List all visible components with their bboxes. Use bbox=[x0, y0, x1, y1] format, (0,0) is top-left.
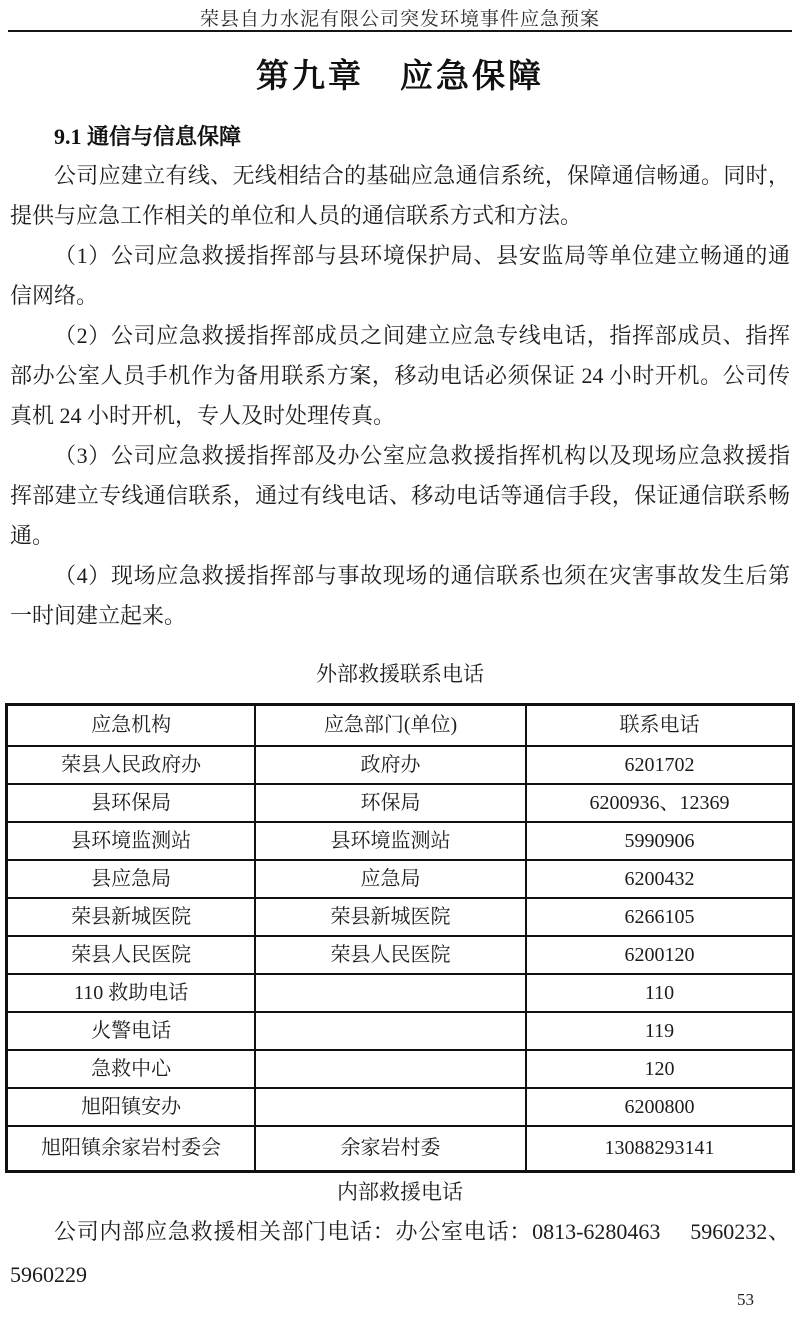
phone-cell: 6201702 bbox=[526, 746, 794, 784]
phone-cell: 120 bbox=[526, 1050, 794, 1088]
header-divider bbox=[8, 30, 792, 32]
page-header-title: 荣县自力水泥有限公司突发环境事件应急预案 bbox=[199, 9, 600, 30]
org-cell: 县环保局 bbox=[7, 784, 256, 822]
table-row bbox=[7, 860, 794, 898]
section-body bbox=[10, 156, 790, 636]
chapter-title: 第九章 应急保障 bbox=[256, 59, 544, 95]
dept-cell: 荣县新城医院 bbox=[255, 898, 526, 936]
org-cell: 火警电话 bbox=[7, 1012, 256, 1050]
phone-cell: 110 bbox=[526, 974, 794, 1012]
paragraph: （4）现场应急救援指挥部与事故现场的通信联系也须在灾害事故发生后第一时间建立起来。 bbox=[10, 563, 790, 628]
dept-cell bbox=[255, 1050, 526, 1088]
section-heading: 9.1 通信与信息保障 bbox=[54, 124, 242, 149]
dept-cell bbox=[255, 1088, 526, 1126]
table-row bbox=[7, 936, 794, 974]
paragraph: （2）公司应急救援指挥部成员之间建立应急专线电话，指挥部成员、指挥部办公室人员手机作为备用联系方案，移动电话必须保证 24 小时开机。公司传真机 24 小时开机，专人及时处理传真。 bbox=[10, 323, 790, 428]
header-org: 应急机构 bbox=[7, 705, 256, 746]
phone-cell: 13088293141 bbox=[526, 1126, 794, 1172]
org-cell: 县应急局 bbox=[7, 860, 256, 898]
table-row bbox=[7, 974, 794, 1012]
phone-cell: 6266105 bbox=[526, 898, 794, 936]
table-row bbox=[7, 784, 794, 822]
org-cell: 荣县新城医院 bbox=[7, 898, 256, 936]
header-phone: 联系电话 bbox=[526, 705, 794, 746]
page-number: 53 bbox=[737, 1290, 754, 1309]
dept-cell: 环保局 bbox=[255, 784, 526, 822]
org-cell: 110 救助电话 bbox=[7, 974, 256, 1012]
header-dept: 应急部门(单位) bbox=[255, 705, 526, 746]
org-cell: 急救中心 bbox=[7, 1050, 256, 1088]
phone-cell: 5990906 bbox=[526, 822, 794, 860]
dept-cell: 荣县人民医院 bbox=[255, 936, 526, 974]
phone-cell: 6200936、12369 bbox=[526, 784, 794, 822]
table-row bbox=[7, 822, 794, 860]
dept-cell: 余家岩村委 bbox=[255, 1126, 526, 1172]
external-rescue-phone-table bbox=[5, 703, 795, 1173]
org-cell: 荣县人民医院 bbox=[7, 936, 256, 974]
dept-cell bbox=[255, 974, 526, 1012]
phone-cell: 6200432 bbox=[526, 860, 794, 898]
paragraph: 公司应建立有线、无线相结合的基础应急通信系统，保障通信畅通。同时，提供与应急工作相关的单位和人员的通信联系方式和方法。 bbox=[10, 163, 790, 228]
table-row bbox=[7, 746, 794, 784]
dept-cell: 应急局 bbox=[255, 860, 526, 898]
internal-phone-paragraph: 公司内部应急救援相关部门电话：办公室电话：0813-6280463 5960232、5960229 bbox=[10, 1219, 790, 1287]
dept-cell: 县环境监测站 bbox=[255, 822, 526, 860]
table-row bbox=[7, 1088, 794, 1126]
table-row bbox=[7, 1126, 794, 1172]
phone-cell: 119 bbox=[526, 1012, 794, 1050]
org-cell: 荣县人民政府办 bbox=[7, 746, 256, 784]
table-row bbox=[7, 1050, 794, 1088]
table-header-row bbox=[7, 705, 794, 746]
org-cell: 旭阳镇余家岩村委会 bbox=[7, 1126, 256, 1172]
dept-cell bbox=[255, 1012, 526, 1050]
external-table-title: 外部救援联系电话 bbox=[316, 662, 484, 686]
internal-phone-title: 内部救援电话 bbox=[337, 1180, 463, 1204]
dept-cell: 政府办 bbox=[255, 746, 526, 784]
paragraph: （1）公司应急救援指挥部与县环境保护局、县安监局等单位建立畅通的通信网络。 bbox=[10, 243, 790, 308]
table-row bbox=[7, 898, 794, 936]
org-cell: 县环境监测站 bbox=[7, 822, 256, 860]
table-row bbox=[7, 1012, 794, 1050]
org-cell: 旭阳镇安办 bbox=[7, 1088, 256, 1126]
phone-cell: 6200800 bbox=[526, 1088, 794, 1126]
phone-cell: 6200120 bbox=[526, 936, 794, 974]
paragraph: （3）公司应急救援指挥部及办公室应急救援指挥机构以及现场应急救援指挥部建立专线通信联系，通过有线电话、移动电话等通信手段，保证通信联系畅通。 bbox=[10, 443, 790, 548]
